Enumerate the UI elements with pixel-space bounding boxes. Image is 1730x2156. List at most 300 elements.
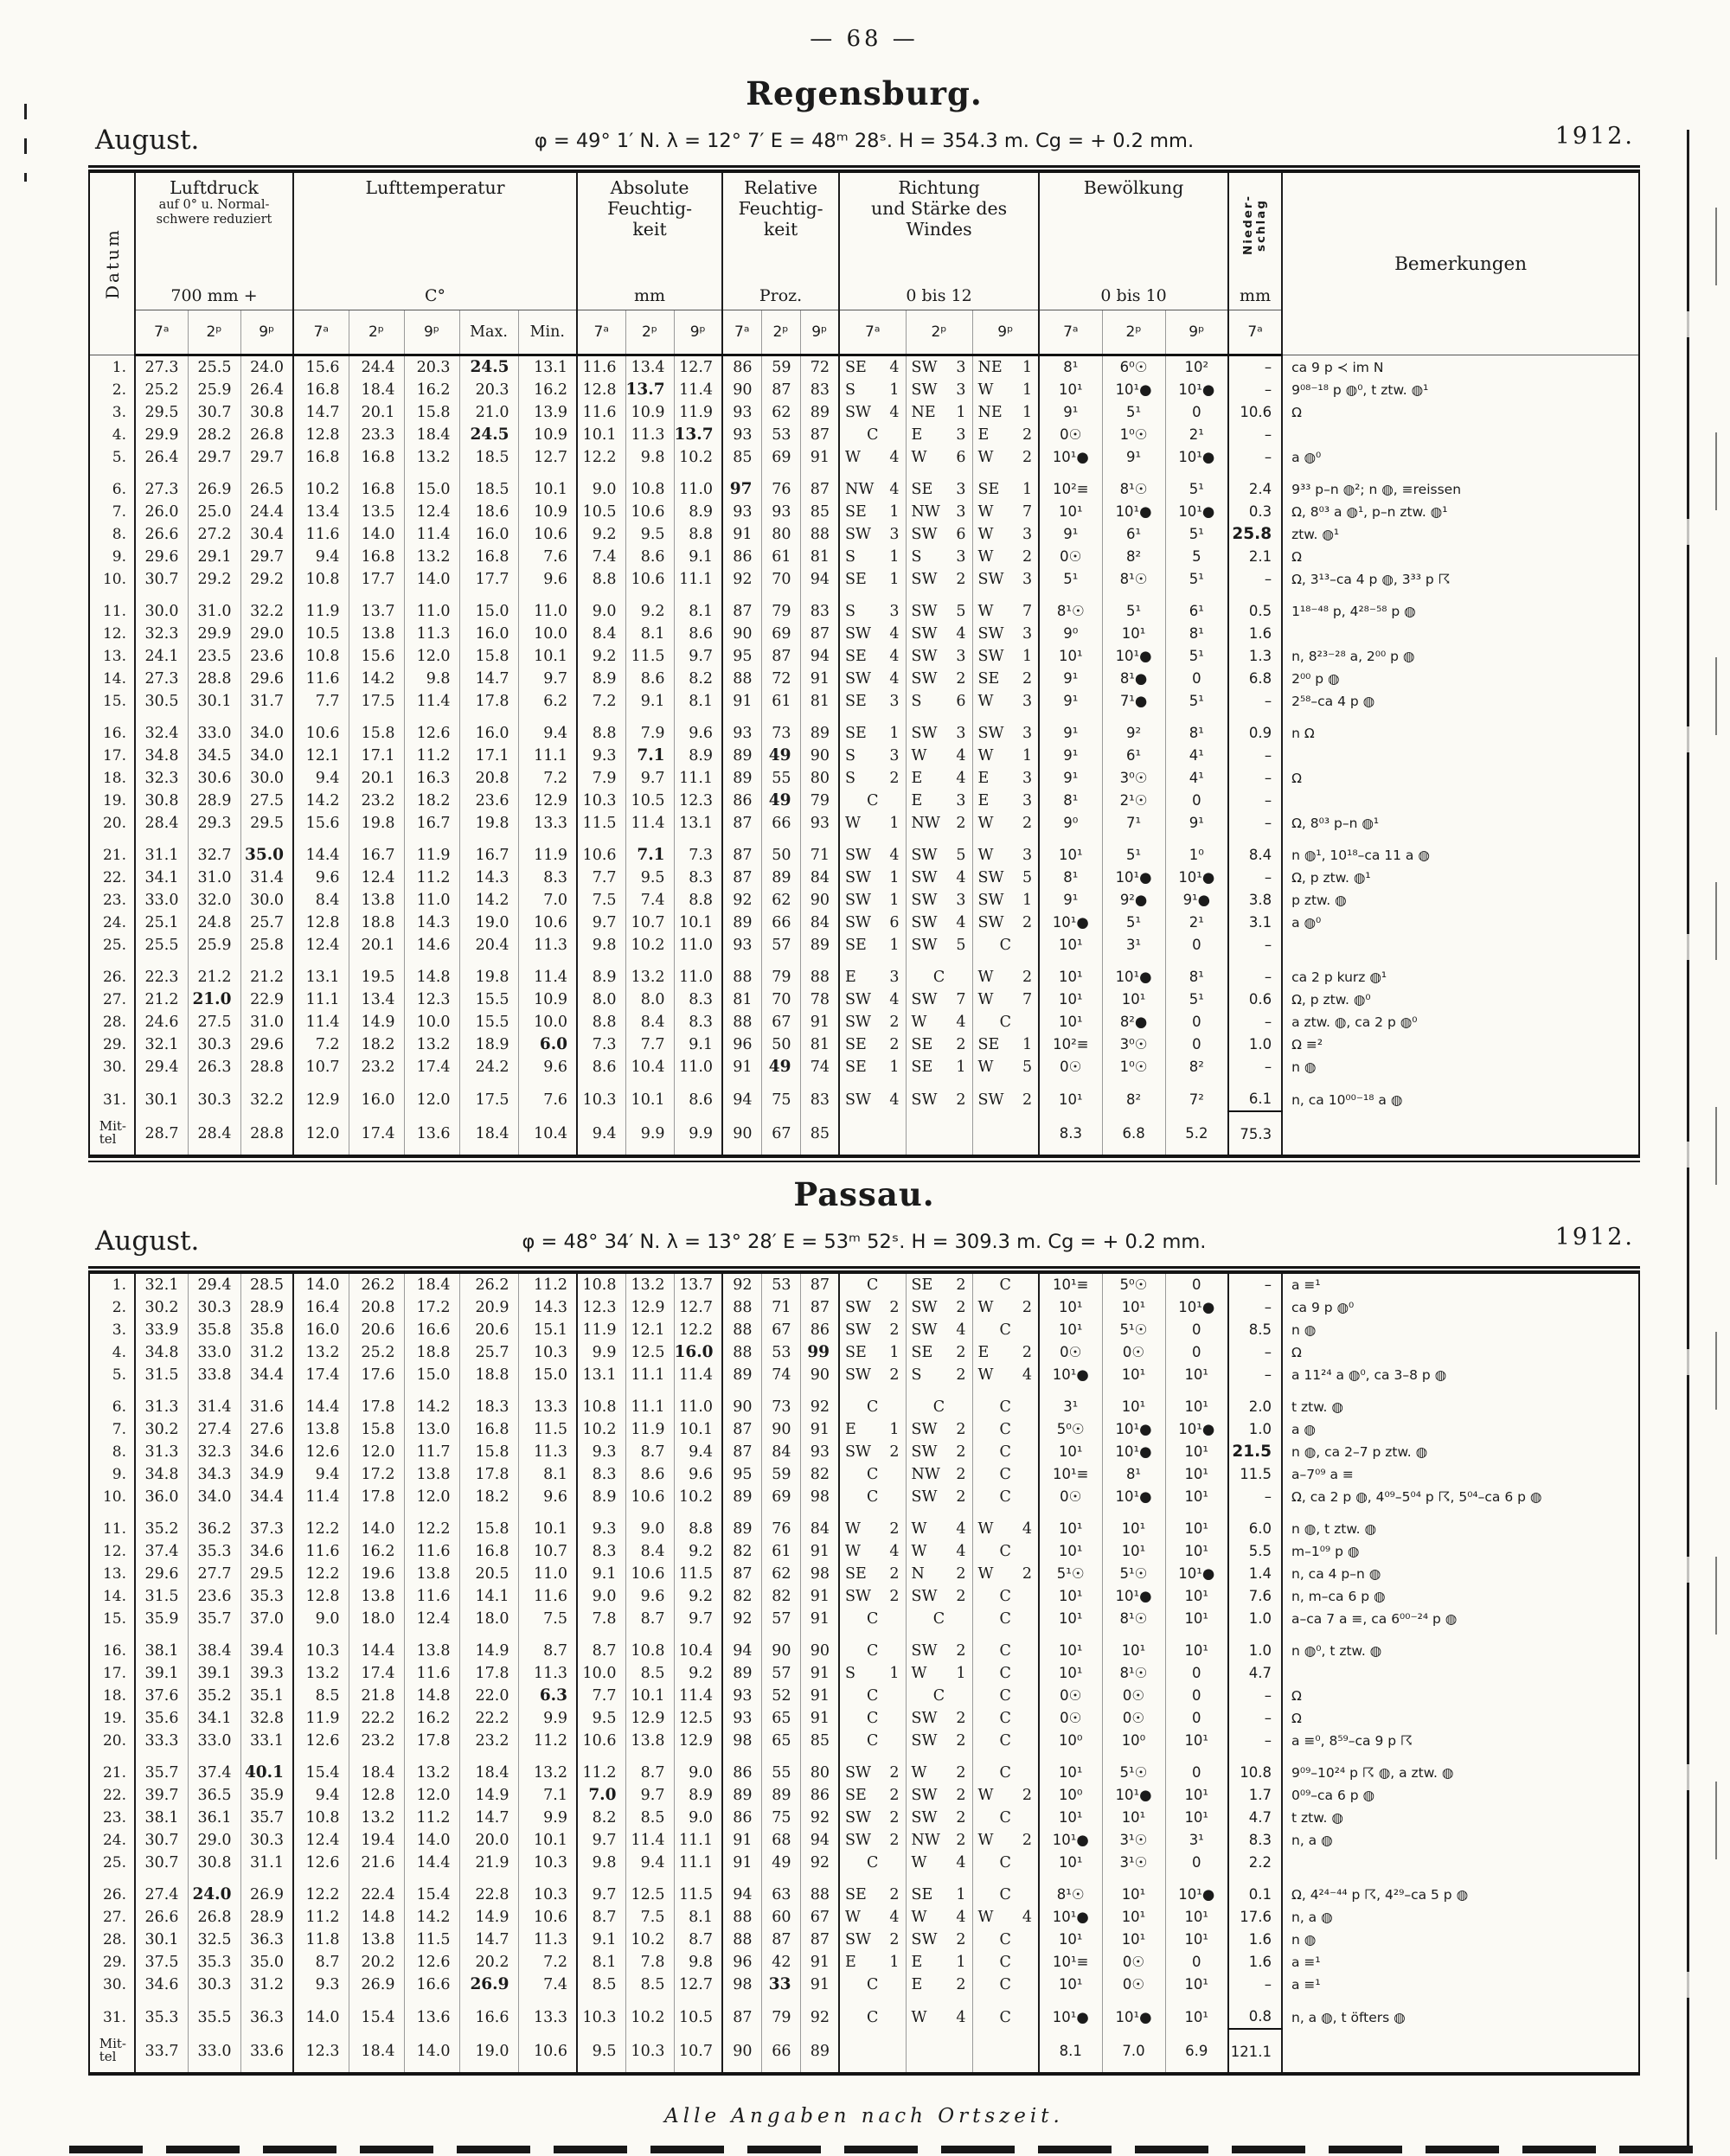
table-cell: 27.5 bbox=[188, 1011, 240, 1033]
table-cell: 98 bbox=[800, 1486, 839, 1508]
table-cell: C bbox=[972, 934, 1039, 956]
table-cell: 25.8 bbox=[240, 934, 293, 956]
table-cell: C bbox=[839, 1685, 906, 1707]
table-cell: W 5 bbox=[972, 1056, 1039, 1078]
table-cell: SE 2 bbox=[906, 1274, 972, 1296]
table-cell: 26.6 bbox=[135, 523, 188, 546]
table-cell: 15. bbox=[102, 1610, 126, 1628]
col-header-datum: Datum bbox=[90, 173, 135, 355]
table-cell: 74 bbox=[800, 1056, 839, 1078]
col-header-luftdruck: Luftdruck auf 0° u. Normal- schwere reduziert 700 mm + bbox=[135, 173, 293, 310]
table-cell: a ≡⁰, 8⁵⁹–ca 9 p ☈ bbox=[1282, 1730, 1638, 1752]
table-cell: 17. bbox=[102, 1665, 126, 1682]
table-cell: NW 2 bbox=[906, 812, 972, 835]
table-cell: – bbox=[1228, 1296, 1282, 1319]
table-cell: 27.5 bbox=[240, 790, 293, 812]
table-cell: SW 5 bbox=[906, 934, 972, 956]
table-cell: 8.4 bbox=[1228, 835, 1282, 867]
table-cell: 17.4 bbox=[293, 1364, 349, 1386]
table-cell: 89 bbox=[722, 1784, 761, 1807]
table-cell: 12. bbox=[102, 625, 126, 643]
table-cell: 8.2 bbox=[674, 668, 722, 690]
table-cell: 5¹ bbox=[1102, 912, 1165, 934]
table-cell: 74 bbox=[761, 1364, 800, 1386]
table-cell: 9. bbox=[112, 1466, 126, 1483]
table-cell: 11.4 bbox=[293, 1486, 349, 1508]
table-cell: 7.4 bbox=[518, 1974, 577, 1996]
table-cell: 27.2 bbox=[188, 523, 240, 546]
table-cell: 9.7 bbox=[518, 668, 577, 690]
table-cell: 92 bbox=[800, 1852, 839, 1874]
table-cell: 9.4 bbox=[577, 1111, 625, 1155]
table-cell: 23.6 bbox=[188, 1585, 240, 1608]
table-cell: 0☉ bbox=[1039, 546, 1102, 568]
table-cell: 9¹ bbox=[1039, 401, 1102, 424]
table-cell: a ≡¹ bbox=[1282, 1274, 1638, 1296]
table-cell: 85 bbox=[800, 501, 839, 523]
table-cell: 9.9 bbox=[518, 1807, 577, 1829]
table-cell: 32.0 bbox=[188, 889, 240, 912]
table-cell: 9.1 bbox=[674, 1033, 722, 1056]
table-cell: 16.8 bbox=[459, 1418, 518, 1441]
coordinates-line: φ = 48° 34′ N. λ = 13° 28′ E = 53ᵐ 52ˢ. H = 309.3 m. Cg = + 0.2 mm. bbox=[522, 1231, 1207, 1253]
table-cell: Ω bbox=[1282, 1341, 1638, 1364]
table-cell: 19.6 bbox=[349, 1563, 404, 1585]
table-cell: 10¹ bbox=[1165, 1906, 1228, 1929]
table-cell: 4.7 bbox=[1228, 1807, 1282, 1829]
table-cell: 10.0 bbox=[577, 1662, 625, 1685]
table-cell: SW 2 bbox=[906, 1296, 972, 1319]
table-cell: 4. bbox=[112, 1344, 126, 1361]
table-cell: 12.5 bbox=[625, 1341, 674, 1364]
table-cell: 15.5 bbox=[459, 988, 518, 1011]
table-cell: 89 bbox=[722, 1486, 761, 1508]
table-cell: 20.9 bbox=[459, 1296, 518, 1319]
table-cell: – bbox=[1228, 1730, 1282, 1752]
table-cell: 91 bbox=[800, 1685, 839, 1707]
table-cell: 0 bbox=[1165, 1662, 1228, 1685]
table-cell: C bbox=[972, 1274, 1039, 1296]
table-cell: 12.6 bbox=[404, 713, 459, 745]
table-cell: 16.2 bbox=[404, 379, 459, 401]
table-cell: n, 8²³⁻²⁸ a, 2⁰⁰ p ◍ bbox=[1282, 645, 1638, 668]
table-cell: – bbox=[1228, 355, 1282, 380]
table-cell: 35.9 bbox=[240, 1784, 293, 1807]
table-cell: 9.2 bbox=[577, 523, 625, 546]
table-cell: 13.2 bbox=[625, 956, 674, 988]
table-cell: 15.0 bbox=[404, 469, 459, 501]
scan-bottom-band bbox=[69, 2146, 1695, 2153]
table-cell: 10⁰ bbox=[1039, 1784, 1102, 1807]
table-cell: 10.3 bbox=[518, 1341, 577, 1364]
table-cell: 10.3 bbox=[625, 2029, 674, 2072]
table-cell: 88 bbox=[722, 1929, 761, 1951]
table-cell: SE 1 bbox=[839, 501, 906, 523]
table-cell: 10¹ bbox=[1102, 1508, 1165, 1540]
table-cell: 20.1 bbox=[349, 767, 404, 790]
table-cell: 0 bbox=[1165, 1752, 1228, 1784]
table-cell: 9.2 bbox=[577, 645, 625, 668]
time-label: 7ᵃ bbox=[1228, 310, 1282, 355]
table-cell: 5 bbox=[1165, 546, 1228, 568]
table-row bbox=[90, 790, 1638, 812]
table-cell: 80 bbox=[761, 523, 800, 546]
table-cell: 28.8 bbox=[240, 1111, 293, 1155]
table-cell: 13.1 bbox=[577, 1364, 625, 1386]
table-cell: 6.2 bbox=[518, 690, 577, 713]
table-cell: 10.2 bbox=[293, 469, 349, 501]
table-cell: 87 bbox=[722, 591, 761, 623]
table-cell: 26.8 bbox=[188, 1906, 240, 1929]
table-row bbox=[90, 956, 1638, 988]
table-cell: 7.0 bbox=[1102, 2029, 1165, 2072]
table-cell: 83 bbox=[800, 1078, 839, 1111]
table-cell: 0 bbox=[1165, 1033, 1228, 1056]
table-cell: 12.1 bbox=[293, 745, 349, 767]
table-cell: 8.8 bbox=[577, 1011, 625, 1033]
table-cell: 3¹ bbox=[1165, 1829, 1228, 1852]
table-cell: 9¹ bbox=[1039, 523, 1102, 546]
table-cell: C bbox=[839, 1974, 906, 1996]
table-cell: SE 2 bbox=[839, 1563, 906, 1585]
table-cell: 23.5 bbox=[188, 645, 240, 668]
table-cell: 10.3 bbox=[293, 1630, 349, 1662]
table-cell: 18.8 bbox=[459, 1364, 518, 1386]
table-cell: 10.1 bbox=[674, 1418, 722, 1441]
table-cell: 8¹ bbox=[1165, 956, 1228, 988]
table-cell: 8.1 bbox=[625, 623, 674, 645]
table-cell: 13.7 bbox=[674, 424, 722, 446]
col-header-bewoelkung: Bewölkung 0 bis 10 bbox=[1039, 173, 1228, 310]
table-cell: 9.7 bbox=[577, 1874, 625, 1906]
table-row bbox=[90, 1364, 1638, 1386]
table-cell: 28. bbox=[102, 1931, 126, 1948]
table-cell: 24. bbox=[102, 914, 126, 931]
table-cell: 30.0 bbox=[240, 767, 293, 790]
table-cell: – bbox=[1228, 568, 1282, 591]
table-cell: 16.2 bbox=[349, 1540, 404, 1563]
table-cell: 88 bbox=[722, 1341, 761, 1364]
table-cell: 7.2 bbox=[293, 1033, 349, 1056]
table-cell: 0.3 bbox=[1228, 501, 1282, 523]
table-cell: 35.3 bbox=[135, 1996, 188, 2029]
table-cell: n ◍¹, 10¹⁸–ca 11 a ◍ bbox=[1282, 835, 1638, 867]
table-cell: 0☉ bbox=[1039, 1685, 1102, 1707]
table-cell: 1.0 bbox=[1228, 1418, 1282, 1441]
table-cell: 37.5 bbox=[135, 1951, 188, 1974]
table-cell: 24. bbox=[102, 1832, 126, 1849]
table-cell: 22. bbox=[102, 869, 126, 886]
table-cell: 9¹ bbox=[1039, 889, 1102, 912]
table-cell: SW 3 bbox=[839, 523, 906, 546]
table-cell: 24.4 bbox=[240, 501, 293, 523]
table-cell: 10¹≡ bbox=[1039, 1463, 1102, 1486]
table-cell: 93 bbox=[722, 934, 761, 956]
table-cell: 5. bbox=[112, 1366, 126, 1384]
table-cell: 13.9 bbox=[518, 401, 577, 424]
table-cell: 11.6 bbox=[577, 401, 625, 424]
table-cell: 1.6 bbox=[1228, 1951, 1282, 1974]
table-cell: 10¹ bbox=[1039, 1929, 1102, 1951]
table-cell: 32.5 bbox=[188, 1929, 240, 1951]
table-cell: 10.9 bbox=[518, 424, 577, 446]
table-cell bbox=[1282, 623, 1638, 645]
table-cell: E 3 bbox=[972, 790, 1039, 812]
table-cell: 96 bbox=[722, 1033, 761, 1056]
table-cell: 20.2 bbox=[349, 1951, 404, 1974]
table-cell: 17.7 bbox=[459, 568, 518, 591]
table-cell: 1.3 bbox=[1228, 645, 1282, 668]
table-cell: SW 2 bbox=[906, 1078, 972, 1111]
table-cell: – bbox=[1228, 1364, 1282, 1386]
table-cell: 9.8 bbox=[577, 934, 625, 956]
table-cell: SW 2 bbox=[839, 1364, 906, 1386]
table-cell: Ω bbox=[1282, 546, 1638, 568]
table-row bbox=[90, 1585, 1638, 1608]
table-cell: 34.0 bbox=[240, 713, 293, 745]
table-cell: 18.4 bbox=[349, 2029, 404, 2072]
table-cell: S 1 bbox=[839, 379, 906, 401]
table-cell: 13.8 bbox=[349, 623, 404, 645]
table-cell: 9.7 bbox=[577, 912, 625, 934]
table-cell: 16.8 bbox=[293, 379, 349, 401]
table-cell: 11.1 bbox=[625, 1364, 674, 1386]
table-cell: C bbox=[839, 1996, 906, 2029]
table-cell: 55 bbox=[761, 1752, 800, 1784]
table-cell: 39.1 bbox=[188, 1662, 240, 1685]
table-cell: 53 bbox=[761, 424, 800, 446]
table-cell: W 2 bbox=[972, 1784, 1039, 1807]
station-title-passau: Passau. bbox=[793, 1175, 935, 1213]
table-cell: C bbox=[972, 1319, 1039, 1341]
table-row bbox=[90, 1784, 1638, 1807]
table-cell: 10¹ bbox=[1039, 1630, 1102, 1662]
table-cell: 0☉ bbox=[1039, 1056, 1102, 1078]
table-cell: 14.8 bbox=[404, 1685, 459, 1707]
table-cell: SW 2 bbox=[839, 1929, 906, 1951]
table-cell: 10¹● bbox=[1102, 1996, 1165, 2029]
table-cell: 13.2 bbox=[349, 1807, 404, 1829]
table-cell: 90 bbox=[800, 889, 839, 912]
table-cell: 33.9 bbox=[135, 1319, 188, 1341]
table-cell: 34.6 bbox=[135, 1974, 188, 1996]
table-cell: 25.9 bbox=[188, 379, 240, 401]
table-cell: 5.5 bbox=[1228, 1540, 1282, 1563]
table-cell: 14. bbox=[102, 670, 126, 688]
table-cell: 9.6 bbox=[674, 1463, 722, 1486]
table-cell: 23.2 bbox=[349, 1730, 404, 1752]
table-cell: 18.5 bbox=[459, 469, 518, 501]
table-cell: 9⁰ bbox=[1039, 623, 1102, 645]
table-cell: 11.3 bbox=[518, 1662, 577, 1685]
table-cell: 27.3 bbox=[135, 668, 188, 690]
table-cell: 59 bbox=[761, 1463, 800, 1486]
table-cell: 30.8 bbox=[135, 790, 188, 812]
table-cell: 14.9 bbox=[459, 1630, 518, 1662]
table-cell: 11. bbox=[102, 603, 126, 620]
table-cell: 25.1 bbox=[135, 912, 188, 934]
table-cell: 30.3 bbox=[188, 1033, 240, 1056]
table-cell: 10¹ bbox=[1165, 1508, 1228, 1540]
table-cell: 11.5 bbox=[404, 1929, 459, 1951]
table-cell: 49 bbox=[761, 745, 800, 767]
table-cell: 12.0 bbox=[404, 1078, 459, 1111]
table-cell: 14.7 bbox=[459, 1929, 518, 1951]
table-row bbox=[90, 1056, 1638, 1078]
table-cell: SW 6 bbox=[906, 523, 972, 546]
table-cell: SW 4 bbox=[839, 1078, 906, 1111]
table-cell: SE 2 bbox=[906, 1033, 972, 1056]
table-cell: 121.1 bbox=[1228, 2029, 1282, 2072]
table-cell: SW 1 bbox=[839, 889, 906, 912]
table-cell bbox=[1282, 934, 1638, 956]
table-cell: 9.5 bbox=[625, 523, 674, 546]
table-cell: 15.6 bbox=[293, 355, 349, 380]
table-cell: 37.4 bbox=[188, 1752, 240, 1784]
table-cell: 31.0 bbox=[240, 1011, 293, 1033]
table-cell: 11.0 bbox=[674, 469, 722, 501]
table-cell: 87 bbox=[722, 835, 761, 867]
table-cell: 18.6 bbox=[459, 501, 518, 523]
table-cell: 9.7 bbox=[625, 767, 674, 790]
table-cell: 15.0 bbox=[404, 1364, 459, 1386]
table-cell: 13.8 bbox=[404, 1630, 459, 1662]
table-cell: 8.2 bbox=[577, 1807, 625, 1829]
table-cell: 3¹ bbox=[1039, 1386, 1102, 1418]
table-cell: SW 4 bbox=[906, 623, 972, 645]
table-cell: 78 bbox=[800, 988, 839, 1011]
table-row bbox=[90, 1752, 1638, 1784]
table-cell: 15.8 bbox=[404, 401, 459, 424]
table-cell: 30. bbox=[102, 1059, 126, 1076]
table-cell: 11.0 bbox=[404, 889, 459, 912]
table-cell: 90 bbox=[722, 379, 761, 401]
table-cell: SW 2 bbox=[839, 1585, 906, 1608]
table-cell: 13.8 bbox=[349, 889, 404, 912]
table-cell: 10¹● bbox=[1039, 446, 1102, 469]
table-cell: 3¹☉ bbox=[1102, 1852, 1165, 1874]
table-cell: 3¹☉ bbox=[1102, 1829, 1165, 1852]
table-cell: 10.6 bbox=[577, 835, 625, 867]
table-cell: 61 bbox=[761, 546, 800, 568]
table-cell: 88 bbox=[800, 956, 839, 988]
table-cell: SW 3 bbox=[972, 713, 1039, 745]
time-label: 2ᵖ bbox=[188, 310, 240, 355]
table-cell: 18.9 bbox=[459, 1033, 518, 1056]
table-cell: 14.9 bbox=[459, 1906, 518, 1929]
table-cell: SE 3 bbox=[906, 469, 972, 501]
table-cell: 98 bbox=[800, 1563, 839, 1585]
table-cell: n, a ◍ bbox=[1282, 1829, 1638, 1852]
table-cell: 8.6 bbox=[674, 1078, 722, 1111]
table-cell: 67 bbox=[761, 1011, 800, 1033]
table-cell: 70 bbox=[761, 568, 800, 591]
table-cell: 14.4 bbox=[404, 1852, 459, 1874]
table-cell: 34.5 bbox=[188, 745, 240, 767]
table-cell: SE 2 bbox=[906, 1341, 972, 1364]
table-cell: 79 bbox=[761, 591, 800, 623]
table-cell: 17.8 bbox=[459, 1463, 518, 1486]
table-cell: 11.2 bbox=[404, 745, 459, 767]
table-cell: 6.0 bbox=[518, 1033, 577, 1056]
table-cell: 89 bbox=[722, 912, 761, 934]
table-cell: 13.1 bbox=[293, 956, 349, 988]
table-cell: 34.4 bbox=[240, 1364, 293, 1386]
table-cell: 31.1 bbox=[240, 1852, 293, 1874]
table-cell: 30.8 bbox=[188, 1852, 240, 1874]
table-cell: 11.3 bbox=[625, 424, 674, 446]
table-cell: E 1 bbox=[906, 1951, 972, 1974]
table-cell: 11.3 bbox=[518, 1441, 577, 1463]
table-row bbox=[90, 1707, 1638, 1730]
table-cell: 11.9 bbox=[518, 835, 577, 867]
table-cell: 87 bbox=[800, 1929, 839, 1951]
table-cell: SW 2 bbox=[839, 1011, 906, 1033]
table-cell: 8.4 bbox=[625, 1011, 674, 1033]
table-cell: 11.4 bbox=[625, 812, 674, 835]
table-cell: C bbox=[906, 1685, 972, 1707]
table-row bbox=[90, 835, 1638, 867]
table-cell: 20.1 bbox=[349, 401, 404, 424]
table-cell: 30.2 bbox=[135, 1296, 188, 1319]
table-cell: 30.8 bbox=[240, 401, 293, 424]
table-cell: 29. bbox=[102, 1036, 126, 1053]
table-cell: 37.4 bbox=[135, 1540, 188, 1563]
table-cell: 27.7 bbox=[188, 1563, 240, 1585]
table-cell: 17.6 bbox=[1228, 1906, 1282, 1929]
table-cell: NE 1 bbox=[906, 401, 972, 424]
table-cell: 39.3 bbox=[240, 1662, 293, 1685]
table-cell: 11.4 bbox=[404, 523, 459, 546]
table-cell: 20. bbox=[102, 1732, 126, 1750]
table-cell: 10¹● bbox=[1039, 1906, 1102, 1929]
table-cell: 0☉ bbox=[1039, 1341, 1102, 1364]
table-cell: 87 bbox=[800, 1274, 839, 1296]
table-cell: – bbox=[1228, 867, 1282, 889]
table-cell: 2. bbox=[112, 1299, 126, 1316]
table-cell: n, m–ca 6 p ◍ bbox=[1282, 1585, 1638, 1608]
table-cell: C bbox=[972, 1996, 1039, 2029]
table-cell: Mit- tel bbox=[99, 1118, 126, 1147]
table-cell: 34.8 bbox=[135, 1341, 188, 1364]
table-cell: 87 bbox=[722, 812, 761, 835]
table-cell: 89 bbox=[722, 1662, 761, 1685]
table-row bbox=[90, 745, 1638, 767]
table-cell: 89 bbox=[722, 1364, 761, 1386]
table-cell: 13.2 bbox=[404, 546, 459, 568]
table-cell: 10.3 bbox=[577, 1996, 625, 2029]
table-cell: 91 bbox=[722, 690, 761, 713]
table-cell: Ω, 3¹³–ca 4 p ◍, 3³³ p ☈ bbox=[1282, 568, 1638, 591]
table-cell: 8¹ bbox=[1039, 355, 1102, 380]
table-cell: 18.4 bbox=[349, 379, 404, 401]
table-cell: 9.6 bbox=[518, 1056, 577, 1078]
table-cell: 8.6 bbox=[577, 1056, 625, 1078]
table-cell: 20.2 bbox=[459, 1951, 518, 1974]
table-cell: 98 bbox=[722, 1974, 761, 1996]
table-cell: 8² bbox=[1102, 546, 1165, 568]
table-cell: – bbox=[1228, 690, 1282, 713]
table-row bbox=[90, 934, 1638, 956]
table-row bbox=[90, 1807, 1638, 1829]
table-cell: – bbox=[1228, 1341, 1282, 1364]
table-cell: 80 bbox=[800, 1752, 839, 1784]
table-row bbox=[90, 1418, 1638, 1441]
time-label: 9ᵖ bbox=[800, 310, 839, 355]
table-cell: 8.7 bbox=[518, 1630, 577, 1662]
table-cell: 18.2 bbox=[404, 790, 459, 812]
table-cell: 9²● bbox=[1102, 889, 1165, 912]
